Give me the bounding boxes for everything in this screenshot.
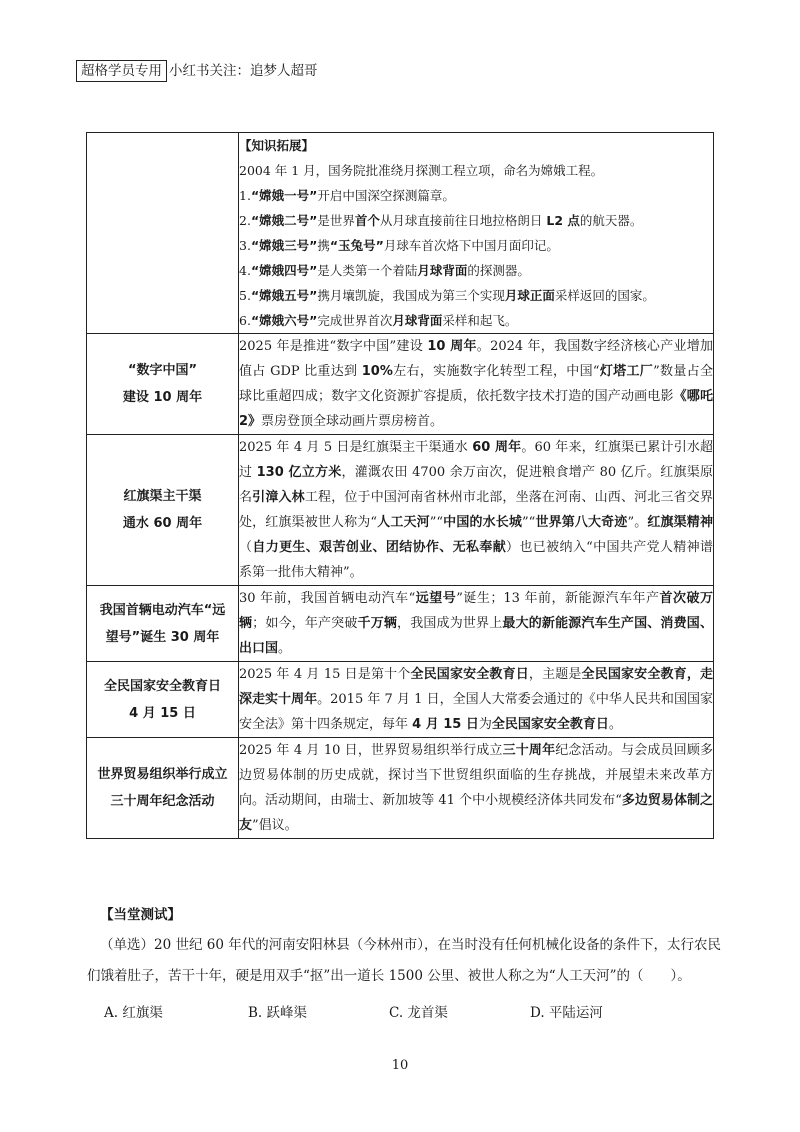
text-run: 2025 年 4 月 5 日是红旗渠主干渠通水: [239, 440, 473, 455]
page-header: [76, 60, 318, 82]
text-run: 为: [478, 717, 492, 732]
bold-text: 月球正面: [504, 288, 555, 303]
row-content: [239, 435, 714, 586]
text-run: 2025 年 4 月 15 日是第十个: [239, 667, 411, 682]
topic-line: 红旗渠主干渠: [123, 489, 202, 504]
row-topic: [87, 586, 239, 662]
bold-text: 中国的水长城: [443, 515, 523, 530]
table-row: [87, 334, 714, 435]
text-run: ，主题是: [528, 667, 582, 682]
bold-text: 【知识拓展】: [239, 138, 315, 153]
text-run: 从月球直接前往日地拉格朗日: [379, 213, 547, 228]
knowledge-table: [86, 132, 714, 839]
text-run: ，灌溉农田 4700 余万亩次，促进粮食增产 80 亿斤。红旗渠原名: [239, 465, 713, 505]
row-content: [239, 133, 714, 334]
bold-text: 千万辆: [357, 616, 398, 631]
bold-text: “嫦娥五号”: [250, 288, 318, 303]
bold-text: “玉兔号”: [329, 238, 384, 253]
bold-text: 引漳入林: [252, 490, 305, 505]
text-run: 。: [278, 641, 292, 656]
topic-line: 望号”诞生 30 周年: [105, 629, 220, 645]
text-run: 6.: [239, 313, 251, 328]
bold-text: 远望号: [415, 591, 457, 606]
text-run: ，我国成为世界上: [397, 616, 503, 631]
bold-text: 首个: [354, 213, 380, 228]
text-run: 票房登顶全球动画片票房榜首。: [261, 414, 444, 429]
text-run: 。60 年来，红旗渠已累计引水超过: [239, 440, 714, 480]
topic-line: 建设 10 周年: [122, 390, 203, 405]
table-row: [87, 662, 714, 738]
quiz-question-line: 们饿着肚子，苦干十年，硬是用双手“抠”出一道长 1500 公里、被世人称之为“人工天河”的（ ）。: [87, 968, 691, 984]
bold-text: 最大的新能源汽车生产国、消费国、出口国: [239, 616, 713, 656]
bold-text: 多边贸易体制之友: [239, 793, 713, 833]
text-run: 月球车首次烙下中国月面印记。: [383, 238, 559, 253]
text-run: 5.: [239, 288, 251, 303]
content-paragraph: [239, 334, 713, 434]
bold-text: 全民国家安全教育日: [410, 667, 529, 682]
content-paragraph: [239, 258, 713, 283]
content-paragraph: [239, 233, 713, 258]
text-run: （: [239, 540, 253, 555]
row-topic: [87, 662, 239, 738]
bold-text: 三十周年: [502, 743, 556, 758]
bold-text: 130 亿立方米: [256, 465, 342, 480]
bold-text: 《哪吒 2》: [239, 389, 713, 429]
content-paragraph: [239, 738, 713, 838]
header-text: 小红书关注：追梦人超哥: [169, 63, 318, 79]
header-badge: 超格学员专用: [76, 60, 167, 82]
option-a[interactable]: A. 红旗渠: [104, 1005, 163, 1021]
text-run: ”。: [627, 515, 648, 530]
bold-text: 人工天河: [377, 515, 430, 530]
text-run: 的航天器。: [579, 213, 643, 228]
text-run: 。2024 年，我国数字经济核心产业增加值占 GDP 比重达到: [239, 339, 713, 379]
text-run: 。2015 年 7 月 1 日，全国人大常委会通过的《中华人民共和国国家安全法》第十四条规定，每年: [239, 692, 713, 732]
text-run: 工程，位于中国河南省林州市北部，坐落在河南、山西、河北三省交界处，红旗渠被世人称为“: [239, 490, 713, 530]
topic-line: “数字中国”: [127, 363, 198, 378]
content-paragraph: [239, 586, 713, 661]
row-topic: [87, 738, 239, 839]
text-run: 1.: [239, 188, 251, 203]
option-b[interactable]: B. 跃峰渠: [248, 1005, 308, 1021]
bold-text: 10 周年: [427, 339, 477, 354]
text-run: ”倡议。: [252, 818, 298, 833]
bold-text: 全民国家安全教育，走深走实十周年: [239, 667, 713, 707]
text-run: ）也已被纳入“中国共产党人精神谱系第一批伟大精神”。: [239, 540, 713, 580]
content-paragraph: [239, 158, 713, 183]
content-paragraph: [239, 662, 713, 737]
text-run: 采样返回的国家。: [554, 288, 655, 303]
row-topic: [87, 133, 239, 334]
bold-text: 灯塔工厂: [599, 364, 654, 379]
bold-text: 自力更生、艰苦创业、团结协作、无私奉献: [252, 540, 507, 555]
table-row: [87, 738, 714, 839]
bold-text: “嫦娥四号”: [250, 263, 318, 278]
topic-line: 世界贸易组织举行成立: [97, 767, 228, 782]
bold-text: 月球背面: [417, 263, 468, 278]
content-paragraph: [239, 133, 713, 158]
bold-text: “嫦娥二号”: [250, 213, 318, 228]
table-row: [87, 133, 714, 334]
bold-text: 月球背面: [392, 313, 443, 328]
row-content: [239, 738, 714, 839]
topic-line: 4 月 15 日: [129, 705, 196, 721]
row-topic: [87, 334, 239, 435]
text-run: 2004 年 1 月，国务院批准绕月探测工程立项，命名为嫦娥工程。: [239, 163, 604, 178]
topic-line: 三十周年纪念活动: [110, 794, 215, 809]
text-run: 携: [317, 238, 330, 253]
text-run: ”“: [429, 515, 444, 530]
content-paragraph: [239, 435, 713, 585]
bold-text: 红旗渠精神: [647, 515, 713, 530]
option-d[interactable]: D. 平陆运河: [530, 1005, 603, 1021]
text-run: 2.: [239, 213, 251, 228]
content-paragraph: [239, 183, 713, 208]
bold-text: 10%: [361, 364, 393, 379]
page-number: 10: [391, 1058, 409, 1073]
text-run: 3.: [239, 238, 251, 253]
table-row: [87, 586, 714, 662]
bold-text: 全民国家安全教育日: [491, 717, 609, 732]
table-row: [87, 435, 714, 586]
row-topic: [87, 435, 239, 586]
content-paragraph: [239, 308, 713, 333]
row-content: [239, 662, 714, 738]
text-run: 左右，实施数字化转型工程，中国“: [392, 364, 600, 379]
text-run: 30 年前，我国首辆电动汽车“: [239, 591, 416, 606]
text-run: 是人类第一个着陆: [317, 263, 418, 278]
text-run: 2025 年是推进“数字中国”建设: [239, 339, 428, 354]
text-run: 纪念活动。与会成员回顾多边贸易体制的历史成就，探讨当下世贸组织面临的生存挑战，并展望未来改革方向。活动期间，由瑞士、新加坡等 41 个中小规模经济体共同发布“: [239, 743, 713, 808]
topic-line: 全民国家安全教育日: [103, 678, 221, 694]
text-run: 。: [608, 717, 622, 732]
text-run: ”“: [522, 515, 536, 530]
quiz-options: [100, 1002, 720, 1024]
text-run: 采样和起飞。: [442, 313, 518, 328]
option-c[interactable]: C. 龙首渠: [389, 1005, 448, 1021]
text-run: 开启中国深空探测篇章。: [317, 188, 455, 203]
bold-text: “嫦娥六号”: [250, 313, 318, 328]
text-run: 的探测器。: [467, 263, 530, 278]
bold-text: 世界第八大奇迹: [535, 515, 628, 530]
content-paragraph: [239, 208, 713, 233]
row-content: [239, 586, 714, 662]
text-run: ”诞生；13 年前，新能源汽车年产: [456, 591, 660, 606]
row-content: [239, 334, 714, 435]
bold-text: “嫦娥一号”: [250, 188, 318, 203]
text-run: 4.: [239, 263, 251, 278]
bold-text: 60 周年: [472, 440, 522, 455]
bold-text: 4 月 15 日: [412, 717, 479, 732]
topic-line: 我国首辆电动汽车“远: [99, 602, 226, 618]
content-paragraph: [239, 283, 713, 308]
text-run: 完成世界首次: [317, 313, 393, 328]
bold-text: 首次破万辆: [239, 591, 713, 631]
text-run: ”数量占全球比重超四成；数字文化资源扩容提质，依托数字技术打造的国产动画电影: [239, 364, 713, 404]
quiz-question-line: （单选）20 世纪 60 年代的河南安阳林县（今林州市），在当时没有任何机械化设备的条件下，太行农民: [100, 937, 721, 953]
text-run: 携月壤凯旋，我国成为第三个实现: [317, 288, 505, 303]
text-run: ；如今，年产突破: [252, 616, 358, 631]
topic-line: 通水 60 周年: [122, 516, 203, 531]
bold-text: “嫦娥三号”: [250, 238, 318, 253]
text-run: 2025 年 4 月 10 日，世界贸易组织举行成立: [239, 743, 503, 758]
quiz-heading: 【当堂测试】: [100, 907, 181, 923]
bold-text: L2 点: [546, 213, 580, 228]
text-run: 是世界: [317, 213, 355, 228]
